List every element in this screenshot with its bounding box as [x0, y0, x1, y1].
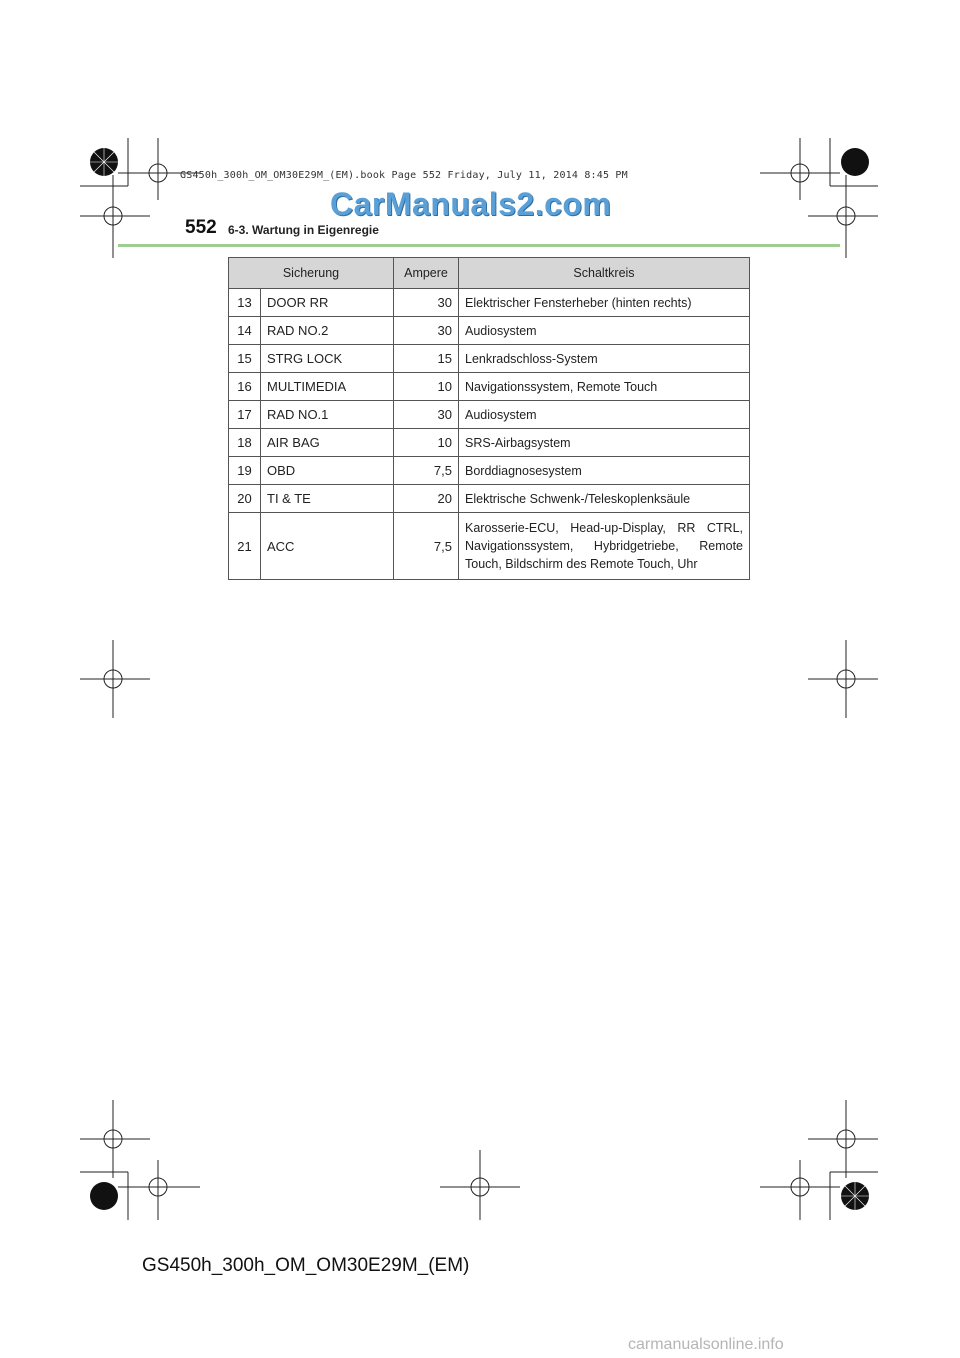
section-title: 6-3. Wartung in Eigenregie	[228, 223, 379, 237]
fuse-number: 19	[229, 457, 261, 485]
table-row	[229, 429, 750, 457]
table-row	[229, 345, 750, 373]
fuse-ampere: 10	[394, 429, 459, 457]
fuse-ampere: 30	[394, 317, 459, 345]
fuse-ampere: 20	[394, 485, 459, 513]
watermark-logo-top: CarManuals2.com	[330, 186, 612, 222]
footer-model-code: GS450h_300h_OM_OM30E29M_(EM)	[142, 1255, 470, 1276]
fuse-table	[228, 257, 750, 580]
table-header-row	[229, 258, 750, 289]
fuse-name: TI & TE	[261, 485, 394, 513]
fuse-name: MULTIMEDIA	[261, 373, 394, 401]
table-row	[229, 513, 750, 580]
fuse-ampere: 30	[394, 401, 459, 429]
page-number: 552	[185, 217, 217, 238]
table-row	[229, 289, 750, 317]
fuse-ampere: 7,5	[394, 513, 459, 580]
fuse-ampere: 30	[394, 289, 459, 317]
fuse-number: 13	[229, 289, 261, 317]
fuse-ampere: 15	[394, 345, 459, 373]
header-ampere: Ampere	[394, 258, 459, 289]
header-fuse: Sicherung	[229, 258, 394, 289]
fuse-circuit: Lenkradschloss-System	[459, 345, 750, 373]
fuse-ampere: 10	[394, 373, 459, 401]
fuse-circuit: Audiosystem	[459, 401, 750, 429]
fuse-number: 17	[229, 401, 261, 429]
table-row	[229, 317, 750, 345]
fuse-circuit: Navigationssystem, Remote Touch	[459, 373, 750, 401]
fuse-number: 15	[229, 345, 261, 373]
fuse-number: 18	[229, 429, 261, 457]
fuse-number: 16	[229, 373, 261, 401]
table-row	[229, 373, 750, 401]
fuse-name: ACC	[261, 513, 394, 580]
fuse-name: DOOR RR	[261, 289, 394, 317]
fuse-name: AIR BAG	[261, 429, 394, 457]
header-rule	[118, 244, 840, 247]
fuse-name: STRG LOCK	[261, 345, 394, 373]
fuse-ampere: 7,5	[394, 457, 459, 485]
fuse-name: RAD NO.2	[261, 317, 394, 345]
print-info-line: GS450h_300h_OM_OM30E29M_(EM).book Page 552 Friday, July 11, 2014 8:45 PM	[180, 170, 628, 181]
fuse-number: 14	[229, 317, 261, 345]
fuse-circuit: Karosserie-ECU, Head-up-Display, RR CTRL, Navigationssystem, Hybridgetriebe, Remote Touch, Bildschirm des Remote Touch, Uhr	[459, 513, 750, 580]
fuse-circuit: Elektrische Schwenk-/Teleskoplenksäule	[459, 485, 750, 513]
table-row	[229, 485, 750, 513]
table-row	[229, 457, 750, 485]
fuse-number: 20	[229, 485, 261, 513]
table-row	[229, 401, 750, 429]
fuse-circuit: Audiosystem	[459, 317, 750, 345]
header-circuit: Schaltkreis	[459, 258, 750, 289]
fuse-name: RAD NO.1	[261, 401, 394, 429]
fuse-number: 21	[229, 513, 261, 580]
fuse-circuit: Borddiagnosesystem	[459, 457, 750, 485]
fuse-circuit: SRS-Airbagsystem	[459, 429, 750, 457]
watermark-bottom: carmanualsonline.info	[628, 1336, 784, 1353]
fuse-circuit: Elektrischer Fensterheber (hinten rechts)	[459, 289, 750, 317]
fuse-name: OBD	[261, 457, 394, 485]
